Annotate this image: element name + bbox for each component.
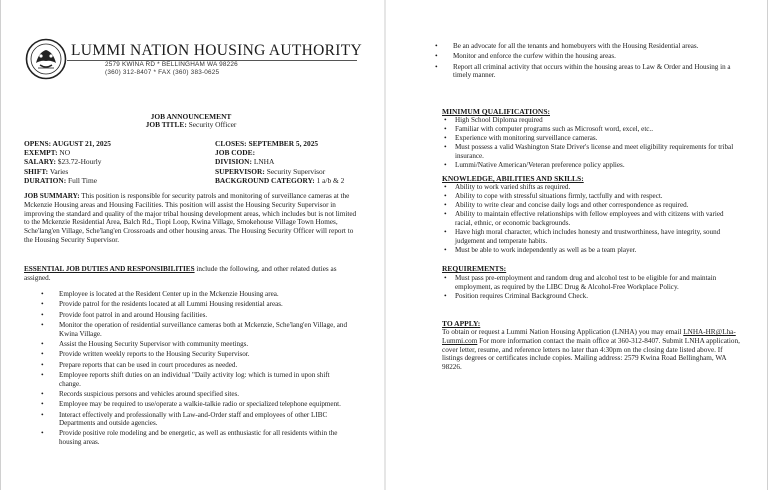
letterhead — [25, 36, 365, 92]
announcement-heading: JOB ANNOUNCEMENT — [150, 112, 232, 121]
list-item: • Employee reports shift duties on an individual "Daily activity log: which is turned in upon shift change. — [47, 371, 347, 388]
list-item: • Have high moral character, which includes honesty and trustworthiness, have integrity, sound judgement and temperate habits. — [442, 228, 742, 245]
list-item: • Experience with monitoring surveillance cameras. — [442, 134, 742, 143]
job-summary-text: This position is responsible for security patrols and monitoring of surveillance cameras at the Mckenzie Housing areas and Housing Facilities. This position will assist the Housing Security Supervisor in improving the standard and quality of the major tribal housing development areas, which includes but is not limited to the Mckenzie Residential Area, Balch Rd., Tiopi Loop, Kwina Village, Smokehouse Village Town Homes, Sche'lang'en Village, Sche'lang'en Crossroads and other housing areas. The Housing Security Officer will report to the Housing Security Supervisor. — [24, 192, 357, 244]
kas-heading: KNOWLEDGE, ABILITIES AND SKILLS: — [442, 174, 584, 183]
job-title-line — [3, 120, 379, 129]
list-item: • Records suspicious persons and vehicles around specified sites. — [47, 390, 347, 399]
apply-text-before: To obtain or request a Lummi Nation Housing Application (LNHA) you may email — [442, 328, 682, 336]
apply-email-link[interactable]: LNHA-HR@Lha-Lummi.com — [442, 328, 736, 345]
apply-heading: TO APPLY: — [442, 319, 481, 328]
list-item: • Employee may be required to use/operate a walkie-talkie radio or specialized telephone equipment. — [47, 400, 347, 409]
list-item: • Assist the Housing Security Supervisor with community meetings. — [47, 340, 347, 349]
list-item: • Position requires Criminal Background Check. — [442, 292, 742, 301]
job-title-label: JOB TITLE: — [145, 120, 187, 129]
list-item: • Provide patrol for the residents located at all Lummi Housing residential areas. — [47, 300, 347, 309]
duties-list-continued — [441, 42, 741, 82]
list-item: • Must be able to work independently as well as be a team player. — [442, 246, 742, 255]
apply-text-after: For more information contact the main office at 360-312-8407. Submit LNHA application, cover letter, resume, and reference letters no later than 4:30pm on the closing date listed above. If listings degrees or certificates include copies. Mailing address: 2579 Kwina Road Bellingham, WA 98226. — [442, 336, 740, 371]
field-division: DIVISION: LNHA — [215, 157, 275, 167]
tribal-seal-logo — [25, 38, 67, 80]
field-background-category: BACKGROUND CATEGORY: 1 a/b & 2 — [215, 175, 345, 185]
page-edge-left — [0, 0, 1, 490]
list-item: • Must possess a valid Washington State Driver's license and meet eligibility requirements for tribal insurance. — [442, 143, 742, 160]
letterhead-phone: (360) 312-8407 * FAX (360) 383-0625 — [105, 69, 220, 76]
page-divider — [384, 0, 386, 490]
list-item: • Provide foot patrol in and around Housing facilities. — [47, 311, 347, 320]
field-job-code: JOB CODE: — [215, 148, 256, 158]
field-duration: DURATION: Full Time — [24, 175, 97, 185]
duties-heading: ESSENTIAL JOB DUTIES AND RESPONSIBILITIES — [24, 265, 195, 273]
field-supervisor: SUPERVISOR: Security Supervisor — [215, 166, 326, 176]
field-salary: SALARY: $23.72-Hourly — [24, 157, 102, 167]
duties-intro — [24, 265, 360, 283]
job-fields-left — [24, 139, 111, 185]
document-page-1 — [3, 6, 379, 486]
document-page-2 — [389, 6, 765, 486]
apply-text — [442, 328, 742, 372]
min-quals-heading: MINIMUM QUALIFICATIONS: — [442, 107, 550, 116]
list-item: • Prepare reports that can be used in court procedures as needed. — [47, 361, 347, 370]
list-item: • Monitor the operation of residential surveillance cameras both at Mckenzie, Sche'lang'en Village, and Kwina Village. — [47, 321, 347, 338]
duties-intro-text: include the following, and other related duties as assigned. — [24, 265, 337, 282]
kas-list — [442, 183, 742, 255]
field-exempt: EXEMPT: NO — [24, 148, 71, 158]
list-item: • Interact effectively and professionally with Law-and-Order staff and employees of other LIBC Departments and outside agencies. — [47, 411, 347, 428]
job-title-value: Security Officer — [188, 120, 237, 129]
list-item: • Be an advocate for all the tenants and homebuyers with the Housing Residential areas. — [441, 42, 741, 51]
job-summary — [24, 192, 360, 245]
job-fields-right — [215, 139, 344, 185]
list-item: • Must pass pre-employment and random drug and alcohol test to be eligible for and maintain employment, as required by the LIBC Drug & Alcohol-Free Workplace Policy. — [442, 274, 742, 291]
duties-list — [47, 290, 347, 448]
list-item: • Lummi/Native American/Veteran preference policy applies. — [442, 161, 742, 170]
list-item: • Ability to maintain effective relationships with fellow employees and with citizens with varied racial, ethnic, or economic backgrounds. — [442, 210, 742, 227]
list-item: • Ability to work varied shifts as required. — [442, 183, 742, 192]
list-item: • Provide positive role modeling and be energetic, as well as enthusiastic for all residents within the housing areas. — [47, 429, 347, 446]
field-closes: CLOSES: SEPTEMBER 5, 2025 — [215, 139, 319, 148]
letterhead-address: 2579 KWINA RD * BELLINGHAM WA 98226 — [105, 61, 238, 68]
list-item: • Report all criminal activity that occurs within the housing areas to Law & Order and Housing in a timely manner. — [441, 63, 741, 80]
requirements-list — [442, 274, 742, 301]
field-opens: OPENS: AUGUST 21, 2025 — [24, 139, 111, 148]
field-shift: SHIFT: Varies — [24, 166, 69, 176]
list-item: • Provide written weekly reports to the Housing Security Supervisor. — [47, 350, 347, 359]
requirements-heading: REQUIREMENTS: — [442, 264, 507, 273]
list-item: • Ability to write clear and concise daily logs and other correspondence as required. — [442, 201, 742, 210]
list-item: • High School Diploma required — [442, 116, 742, 125]
organization-name: LUMMI NATION HOUSING AUTHORITY — [71, 42, 362, 59]
list-item: • Familiar with computer programs such as Microsoft word, excel, etc.. — [442, 125, 742, 134]
list-item: • Monitor and enforce the curfew within the housing areas. — [441, 52, 741, 61]
list-item: • Employee is located at the Resident Center up in the Mckenzie Housing area. — [47, 290, 347, 299]
min-quals-list — [442, 116, 742, 170]
job-summary-label: JOB SUMMARY: — [24, 192, 80, 200]
list-item: • Ability to cope with stressful situations firmly, tactfully and with respect. — [442, 192, 742, 201]
